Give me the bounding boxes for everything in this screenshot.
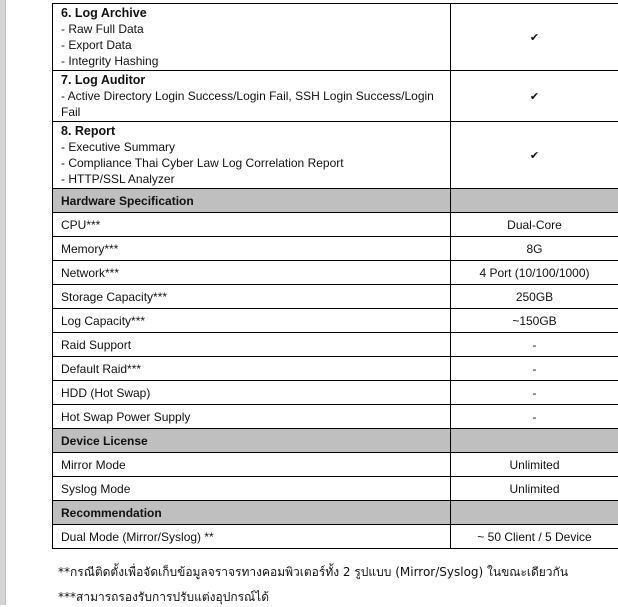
spec-row — [53, 309, 618, 333]
spec-table — [52, 3, 618, 549]
spec-value: ~ 50 Client / 5 Device — [451, 525, 618, 549]
spec-label: Log Capacity*** — [53, 309, 451, 333]
feature-title: 6. Log Archive — [61, 5, 450, 21]
feature-item: - Compliance Thai Cyber Law Log Correlation Report — [61, 155, 450, 171]
spec-label: Mirror Mode — [53, 453, 451, 477]
section-empty-cell — [451, 429, 618, 453]
spec-label: Default Raid*** — [53, 357, 451, 381]
section-title: Hardware Specification — [53, 189, 451, 213]
spec-label: Hot Swap Power Supply — [53, 405, 451, 429]
feature-row-log-auditor — [53, 71, 618, 122]
spec-label: Syslog Mode — [53, 477, 451, 501]
spec-label: Storage Capacity*** — [53, 285, 451, 309]
spec-value: ~150GB — [451, 309, 618, 333]
section-empty-cell — [451, 501, 618, 525]
spec-value: - — [451, 333, 618, 357]
feature-title: 8. Report — [61, 123, 450, 139]
checkmark-icon: ✔ — [530, 32, 539, 44]
spec-label: Network*** — [53, 261, 451, 285]
feature-item: - Executive Summary — [61, 139, 450, 155]
feature-row-log-archive — [53, 4, 618, 71]
spec-value: 250GB — [451, 285, 618, 309]
spec-row — [53, 237, 618, 261]
spec-row — [53, 453, 618, 477]
checkmark-icon: ✔ — [530, 91, 539, 103]
feature-row-report — [53, 122, 618, 189]
feature-value — [451, 71, 618, 122]
section-header-recommendation — [53, 501, 618, 525]
footnote-dual-mode: **กรณีติดตั้งเพื่อจัดเก็บข้อมูลจราจรทางคอมพิวเตอร์ทั้ง 2 รูปแบบ (Mirror/Syslog) ในขณะเดียวกัน — [58, 563, 568, 582]
section-title: Device License — [53, 429, 451, 453]
feature-description — [53, 4, 451, 71]
spec-label: CPU*** — [53, 213, 451, 237]
spec-row — [53, 525, 618, 549]
spec-value: 4 Port (10/100/1000) — [451, 261, 618, 285]
footnote-customization: ***สามารถรองรับการปรับแต่งอุปกรณ์ได้ — [58, 588, 269, 607]
spec-row — [53, 357, 618, 381]
section-empty-cell — [451, 189, 618, 213]
section-header-hardware — [53, 189, 618, 213]
spec-label: Raid Support — [53, 333, 451, 357]
spec-label: Dual Mode (Mirror/Syslog) ** — [53, 525, 451, 549]
spec-row — [53, 261, 618, 285]
feature-item: - Integrity Hashing — [61, 53, 450, 69]
spec-value: - — [451, 357, 618, 381]
spec-row — [53, 213, 618, 237]
spec-value: 8G — [451, 237, 618, 261]
feature-value — [451, 122, 618, 189]
spec-row — [53, 405, 618, 429]
spec-value: - — [451, 381, 618, 405]
feature-title: 7. Log Auditor — [61, 72, 450, 88]
feature-value — [451, 4, 618, 71]
spec-value: Dual-Core — [451, 213, 618, 237]
page-edge — [5, 0, 6, 605]
section-header-license — [53, 429, 618, 453]
spec-label: Memory*** — [53, 237, 451, 261]
spec-row — [53, 285, 618, 309]
feature-item: - Active Directory Login Success/Login Fail, SSH Login Success/Login Fail — [61, 88, 450, 120]
checkmark-icon: ✔ — [530, 150, 539, 162]
section-title: Recommendation — [53, 501, 451, 525]
spec-row — [53, 477, 618, 501]
spec-value: Unlimited — [451, 453, 618, 477]
feature-description — [53, 122, 451, 189]
spec-row — [53, 381, 618, 405]
spec-value: - — [451, 405, 618, 429]
feature-item: - Export Data — [61, 37, 450, 53]
spec-value: Unlimited — [451, 477, 618, 501]
feature-description — [53, 71, 451, 122]
feature-item: - HTTP/SSL Analyzer — [61, 171, 450, 187]
feature-item: - Raw Full Data — [61, 21, 450, 37]
spec-row — [53, 333, 618, 357]
spec-label: HDD (Hot Swap) — [53, 381, 451, 405]
